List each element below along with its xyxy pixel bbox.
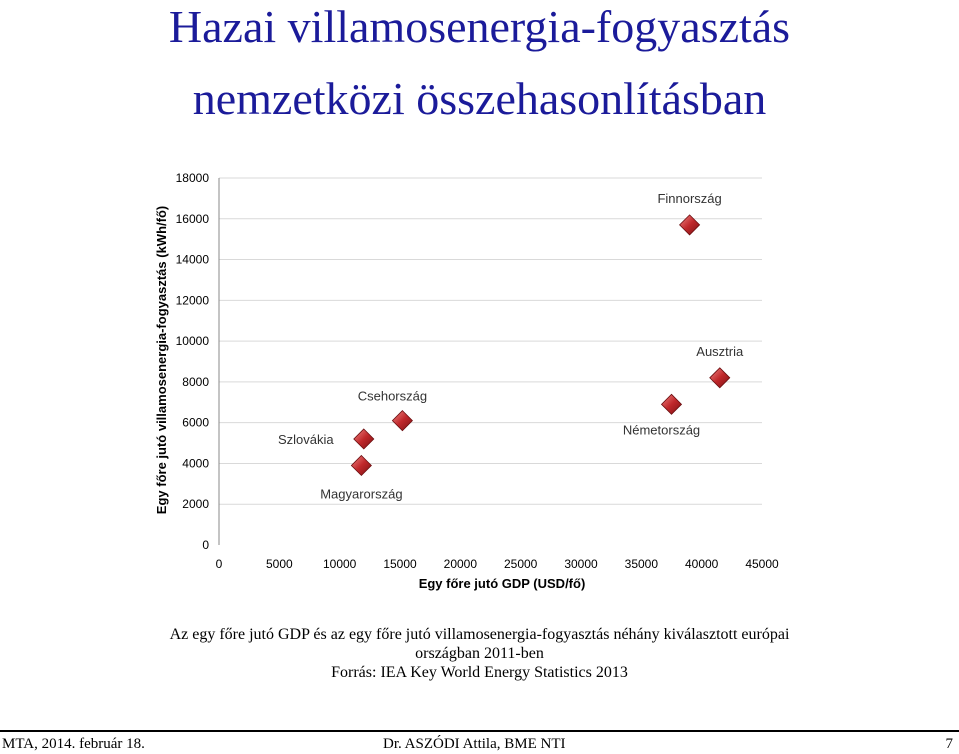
y-tick-label: 16000 bbox=[175, 211, 209, 226]
x-tick-label: 30000 bbox=[564, 557, 598, 571]
caption-line-1: Az egy főre jutó GDP és az egy főre jutó villamosenergia-fogyasztás néhány kiválasztott európai bbox=[169, 626, 790, 643]
x-tick-label: 15000 bbox=[383, 557, 417, 571]
y-tick-labels bbox=[176, 171, 210, 552]
point-label: Németország bbox=[622, 422, 701, 438]
scatter-point bbox=[351, 455, 371, 475]
scatter-point bbox=[662, 394, 682, 414]
scatter-point bbox=[354, 429, 374, 449]
scatter-point bbox=[710, 368, 730, 388]
x-tick-label: 25000 bbox=[503, 557, 538, 571]
y-tick-label: 18000 bbox=[175, 171, 209, 185]
caption-line-2: országban 2011-ben bbox=[415, 645, 544, 662]
y-tick-label: 6000 bbox=[182, 415, 209, 430]
y-axis-label: Egy főre jutó villamosenergia-fogyasztás (kWh/fő) bbox=[154, 205, 169, 515]
point-label: Magyarország bbox=[320, 486, 403, 502]
title-line-2: nemzetközi összehasonlításban bbox=[192, 73, 767, 124]
footer-page-number: 7 bbox=[945, 736, 953, 752]
footer-date: MTA, 2014. február 18. bbox=[2, 736, 145, 752]
scatter-point bbox=[680, 215, 700, 235]
grid-lines bbox=[219, 178, 762, 504]
x-tick-label: 0 bbox=[215, 557, 223, 571]
point-label: Finnország bbox=[657, 190, 722, 206]
x-tick-label: 40000 bbox=[684, 557, 719, 571]
point-label: Csehország bbox=[357, 388, 428, 404]
y-tick-label: 8000 bbox=[182, 374, 209, 389]
x-tick-label: 45000 bbox=[745, 557, 779, 571]
y-tick-label: 0 bbox=[202, 538, 209, 552]
y-tick-label: 10000 bbox=[175, 334, 209, 349]
point-label: Szlovákia bbox=[277, 431, 334, 447]
x-tick-label: 5000 bbox=[265, 557, 293, 571]
y-tick-label: 14000 bbox=[175, 252, 209, 267]
footer-author: Dr. ASZÓDI Attila, BME NTI bbox=[383, 736, 566, 752]
x-tick-label: 10000 bbox=[322, 557, 357, 571]
slide-footer bbox=[0, 730, 959, 754]
point-label: Ausztria bbox=[696, 343, 744, 359]
y-tick-label: 12000 bbox=[175, 293, 209, 308]
title-line-1: Hazai villamosenergia-fogyasztás bbox=[168, 1, 791, 52]
scatter-point bbox=[392, 411, 412, 431]
y-tick-label: 4000 bbox=[182, 456, 209, 471]
point-labels bbox=[278, 191, 744, 502]
x-tick-label: 20000 bbox=[443, 557, 478, 571]
x-tick-labels bbox=[216, 557, 779, 571]
caption-line-3: Forrás: IEA Key World Energy Statistics 2013 bbox=[331, 664, 628, 681]
x-axis-label: Egy főre jutó GDP (USD/fő) bbox=[418, 576, 586, 591]
y-tick-label: 2000 bbox=[182, 497, 209, 512]
x-tick-label: 35000 bbox=[624, 557, 659, 571]
